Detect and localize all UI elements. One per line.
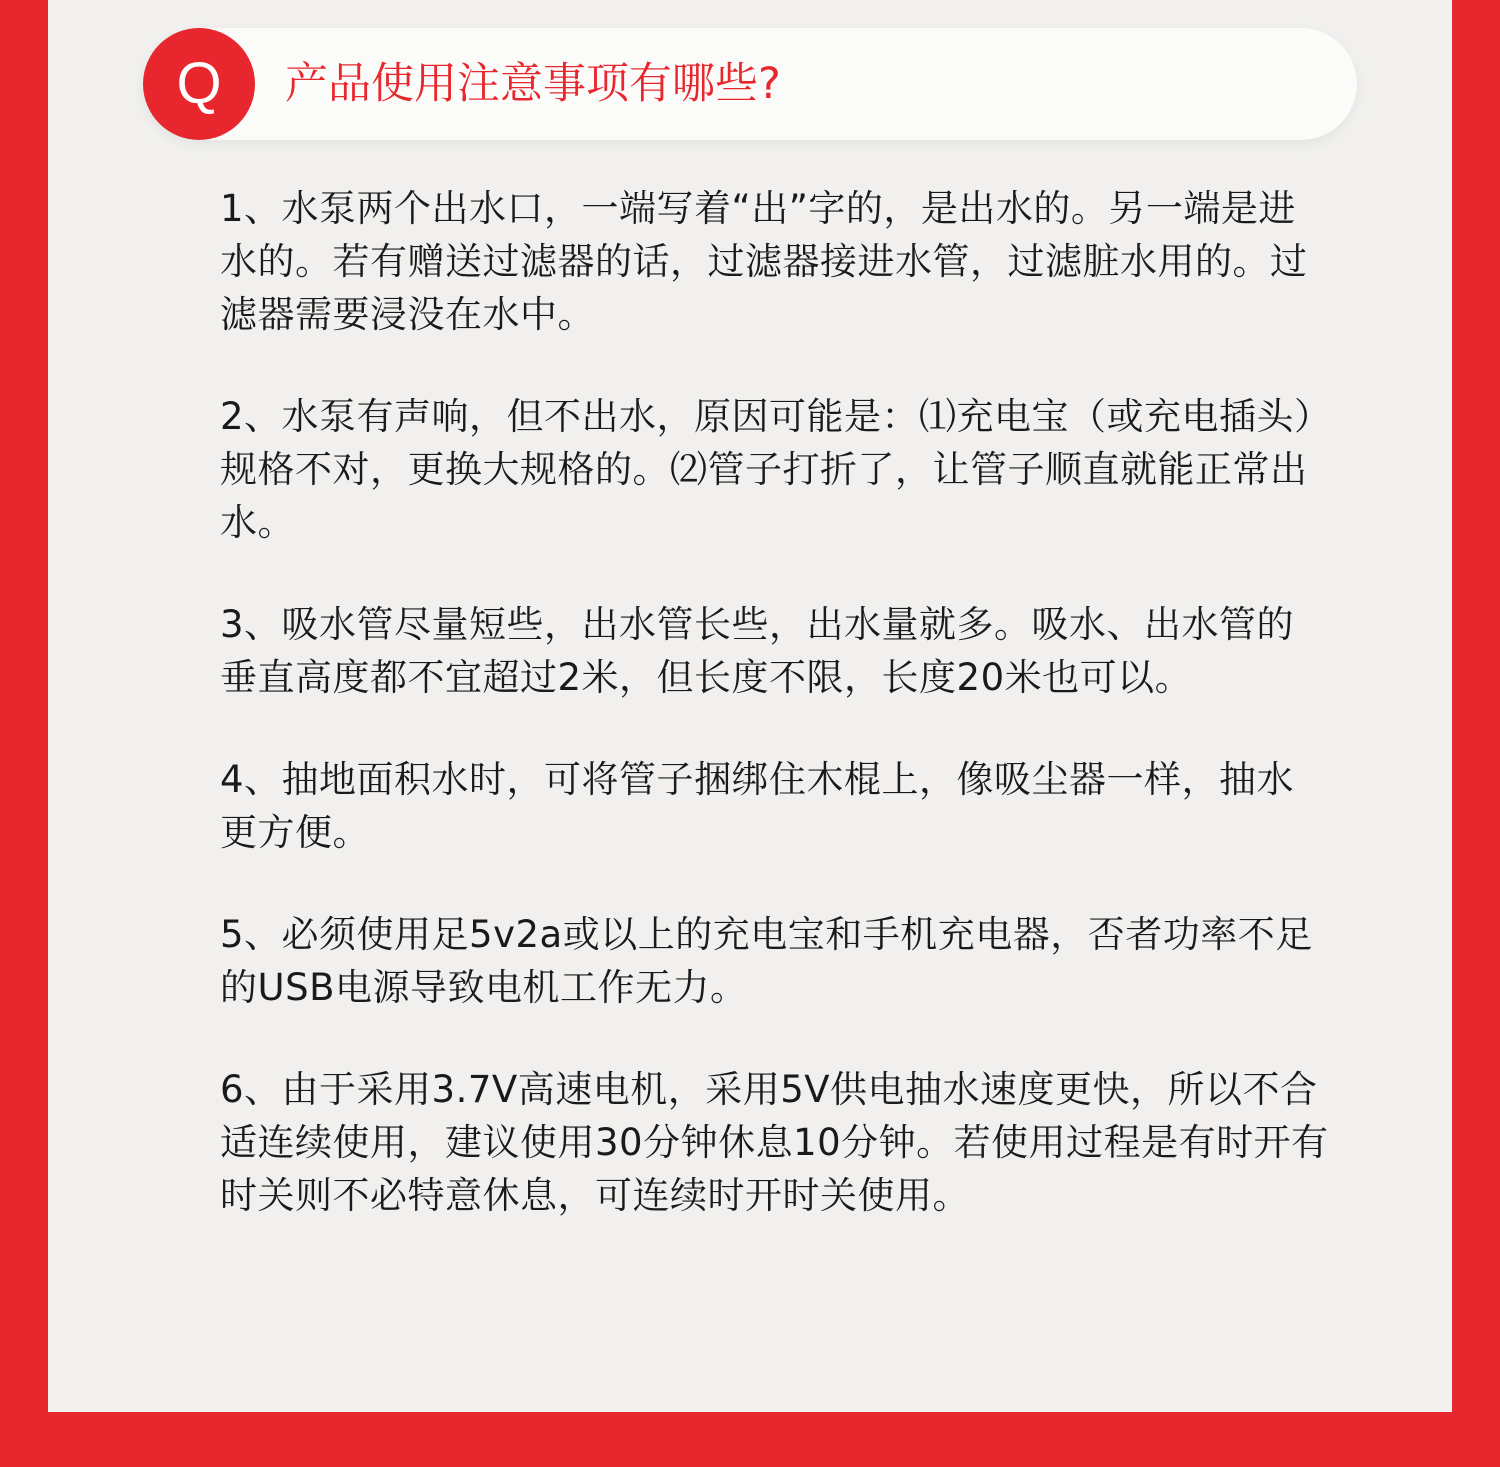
answer-item-1: 1、水泵两个出水口，一端写着“出”字的，是出水的。另一端是进水的。若有赠送过滤器的话，过滤器接进水管，过滤脏水用的。过滤器需要浸没在水中。 [220, 187, 1308, 336]
answer-item-5: 5、必须使用足5v2a或以上的充电宝和手机充电器，否者功率不足的USB电源导致电机工作无力。 [220, 913, 1313, 1009]
answer-item-4: 4、抽地面积水时，可将管子捆绑住木棍上，像吸尘器一样，抽水更方便。 [220, 758, 1295, 854]
question-title: 产品使用注意事项有哪些? [285, 58, 781, 109]
question-badge: Q [143, 28, 255, 140]
answer-item-2: 2、水泵有声响，但不出水，原因可能是：⑴充电宝（或充电插头）规格不对，更换大规格的。⑵管子打折了，让管子顺直就能正常出水。 [220, 395, 1314, 544]
answer-list [220, 182, 1330, 1222]
answer-item-6: 6、由于采用3.7V高速电机，采用5V供电抽水速度更快，所以不合适连续使用，建议使用30分钟休息10分钟。若使用过程是有时开有时关则不必特意休息，可连续时开时关使用。 [220, 1068, 1329, 1217]
answer-item-3: 3、吸水管尽量短些，出水管长些，出水量就多。吸水、出水管的垂直高度都不宜超过2米，但长度不限，长度20米也可以。 [220, 603, 1295, 699]
paper-panel [48, 0, 1452, 1412]
